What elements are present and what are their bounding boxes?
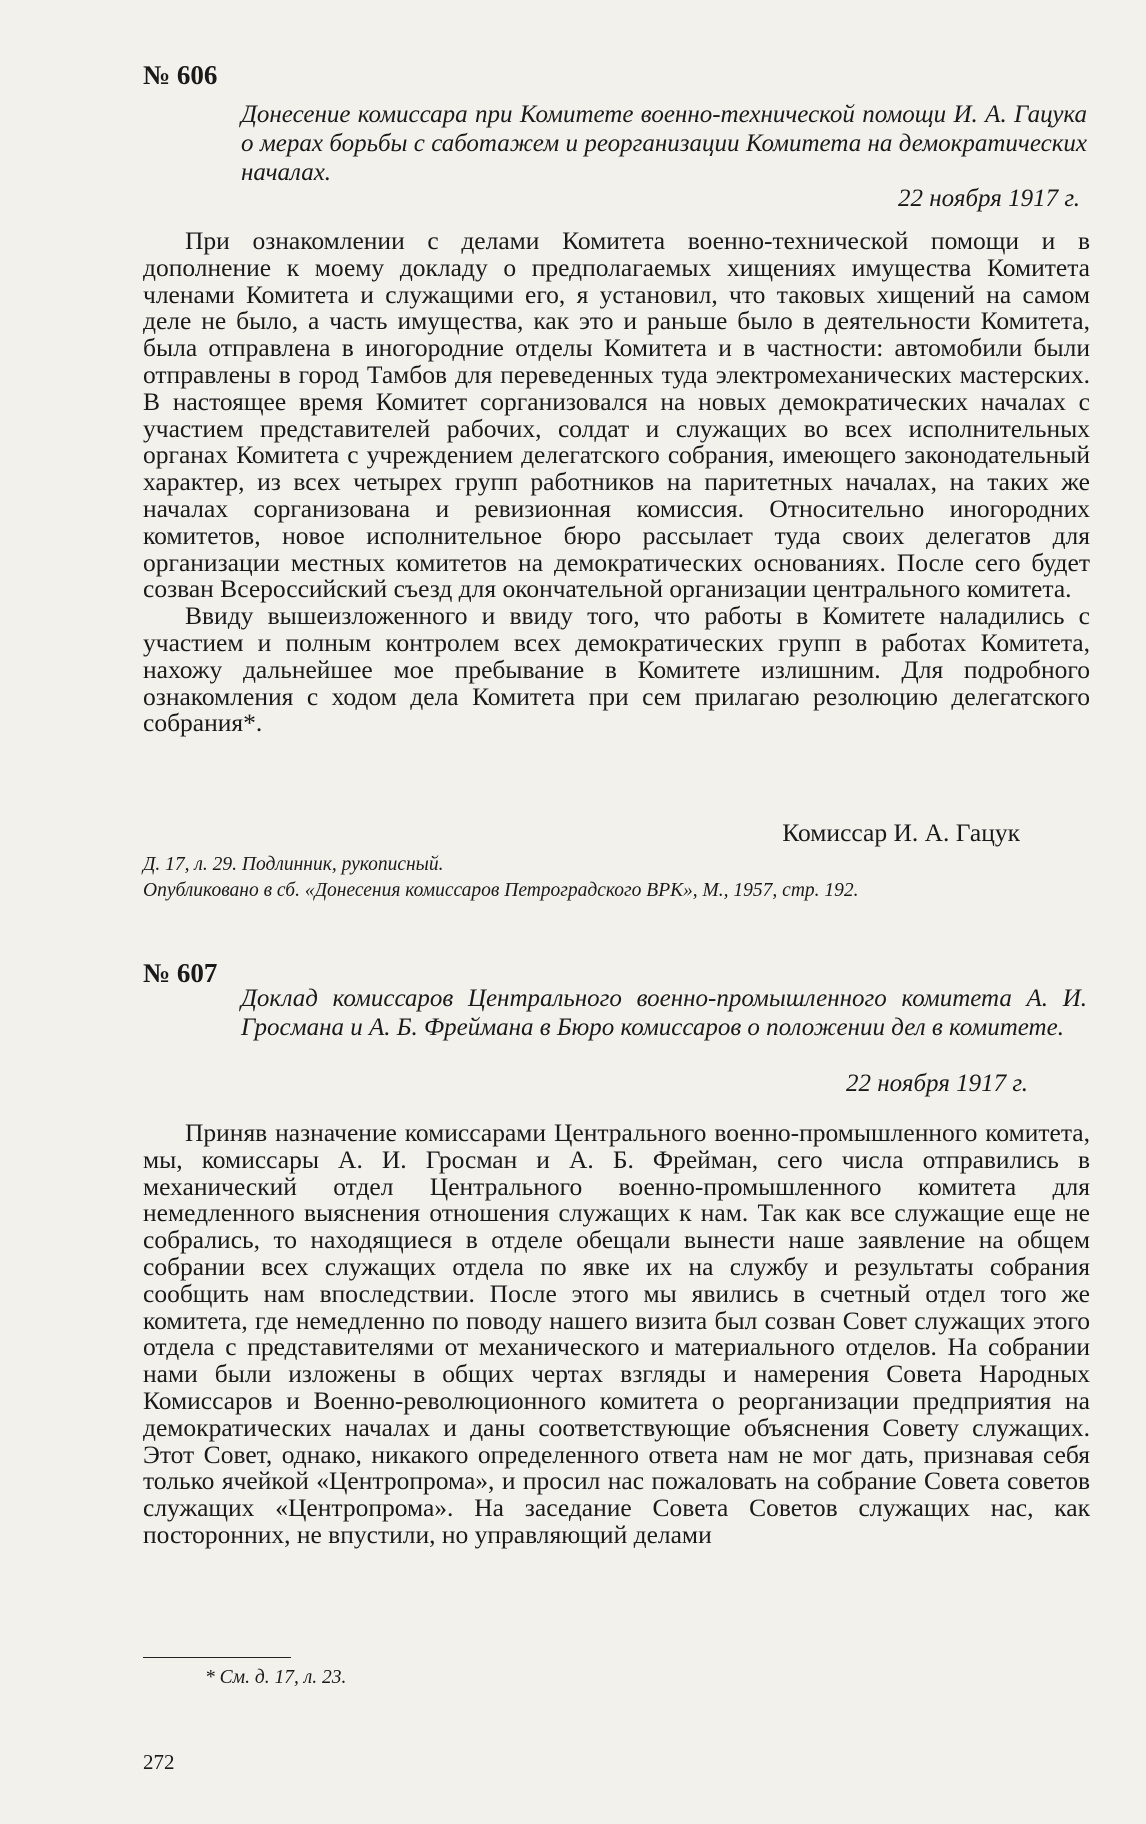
source-line: Д. 17, л. 29. Подлинник, рукописный. xyxy=(143,854,444,875)
document-number: № 606 xyxy=(143,60,218,90)
source-line: Опубликовано в сб. «Донесения комиссаров Петроградского ВРК», М., 1957, стр. 192. xyxy=(143,880,859,901)
page-number: 272 xyxy=(143,1750,175,1774)
footnote-divider xyxy=(143,1657,291,1658)
body-paragraph: Ввиду вышеизложенного и ввиду того, что работы в Комитете наладились с участием и полным контролем всех демократических групп в работах Комитета, нахожу дальнейшее мое пребывание в Комитете излишним. Для подробного ознакомления с ходом дела Комитета при сем прилагаю резолюцию делегатского собрания*. xyxy=(143,601,1090,738)
document-title: Донесение комиссара при Комитете военно-технической помощи И. А. Гацука о мерах борьбы с саботажем и реорганизации Комитета на демократических началах. xyxy=(241,101,1087,186)
document-date: 22 ноября 1917 г. xyxy=(898,185,1080,212)
signature: Комиссар И. А. Гацук xyxy=(782,818,1020,847)
body-paragraph: При ознакомлении с делами Комитета военно-технической помощи и в дополнение к моему докладу о предполагаемых хищениях имущества Комитета членами Комитета и служащими его, я установил, что таковых хищений на самом деле не было, а часть имущества, как это и раньше было в деятельности Комитета, была отправлена в иногородние отделы Комитета и в частности: автомобили были отправлены в город Тамбов для переведенных туда электромеханических мастерских. В настоящее время Комитет сорганизовался на новых демократических началах с участием представителей рабочих, солдат и служащих во всех исполнительных органах Комитета с учреждением делегатского собрания, имеющего законодательный характер, из всех четырех групп работников на паритетных началах, на таких же началах сорганизована и ревизионная комиссия. Относительно иногородних комитетов, новое исполнительное бюро рассылает туда своих делегатов для организации местных комитетов на демократических основаниях. После сего будет созван Всероссийский съезд для окончательной организации центрального комитета. xyxy=(143,226,1090,604)
footnote: * См. д. 17, л. 23. xyxy=(205,1667,347,1688)
document-number: № 607 xyxy=(143,958,218,988)
body-paragraph: Приняв назначение комиссарами Центрального военно-промышленного комитета, мы, комиссары А. И. Гросман и А. Б. Фрейман, сего числа отправились в механический отдел Центрального военно-промышленного комитета для немедленного выяснения отношения служащих к нам. Так как все служащие еще не собрались, то находящиеся в отделе обещали вынести наше заявление на общем собрании всех служащих отдела по явке их на службу и результаты собрания сообщить нам впоследствии. После этого мы явились в счетный отдел того же комитета, где немедленно по поводу нашего визита был созван Совет служащих этого отдела с представителями от механического и материального отделов. На собрании нами были изложены в общих чертах взгляды и намерения Совета Народных Комиссаров и Военно-революционного комитета о реорганизации предприятия на демократических началах и даны соответствующие объяснения Совету служащих. Этот Совет, однако, никакого определенного ответа нам не мог дать, признавая себя только ячейкой «Центропрома», и просил нас пожаловать на собрание Совета советов служащих «Центропрома». На заседание Совета Советов служащих нас, как посторонних, не впустили, но управляющий делами xyxy=(143,1118,1090,1549)
document-date: 22 ноября 1917 г. xyxy=(846,1070,1028,1097)
source-note xyxy=(143,852,1093,904)
document-title: Доклад комиссаров Центрального военно-промышленного комитета А. И. Гросмана и А. Б. Фреймана в Бюро комиссаров о положении дел в комитете. xyxy=(241,985,1087,1041)
document-body xyxy=(143,228,1090,737)
document-body xyxy=(143,1120,1090,1549)
